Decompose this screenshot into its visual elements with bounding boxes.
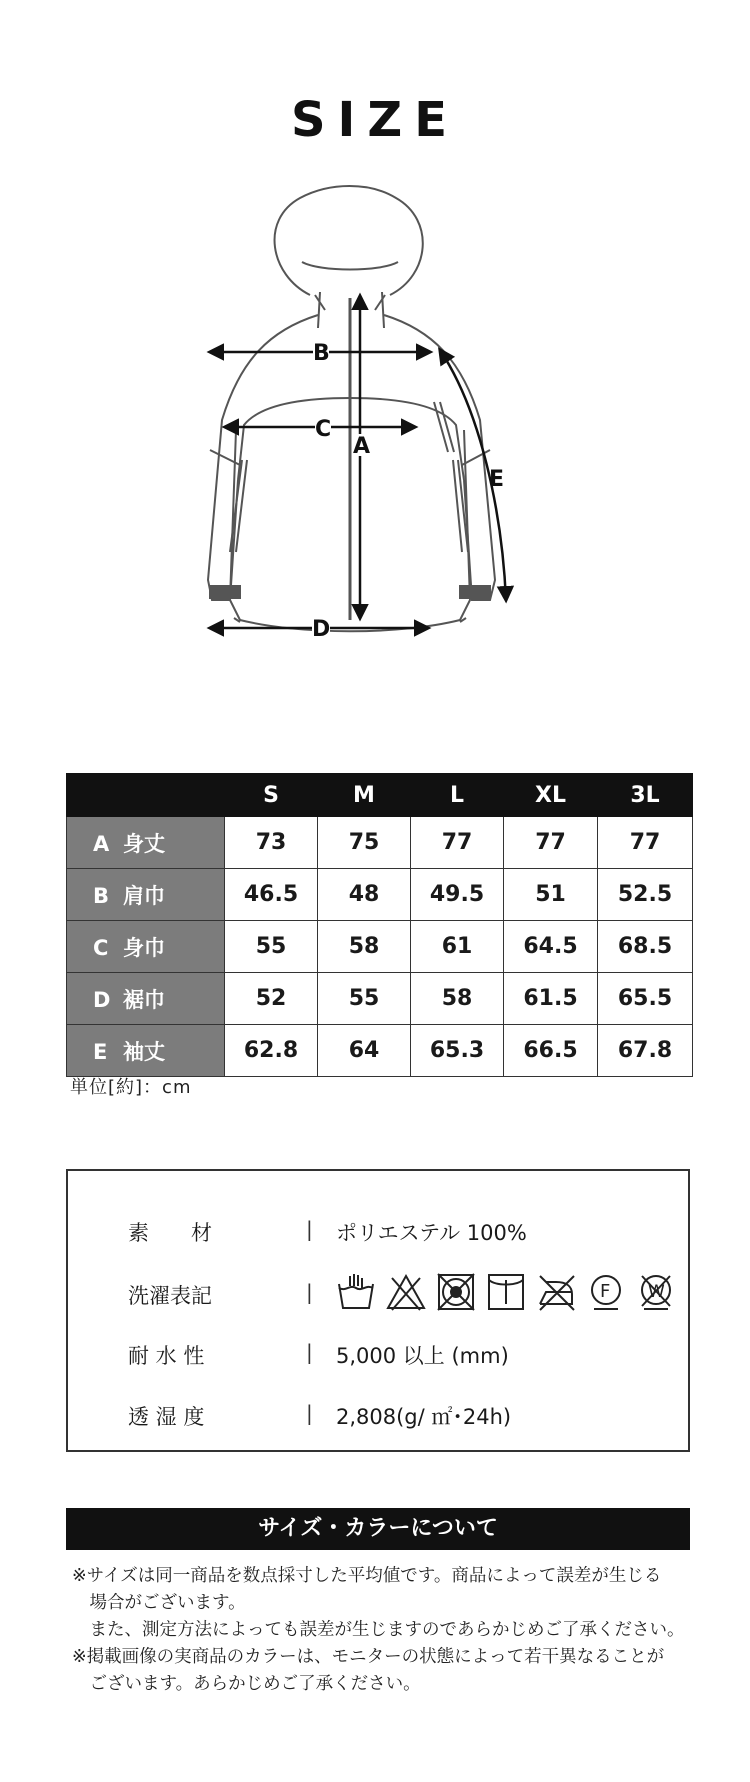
note-line: 場合がございます。 [72, 1593, 246, 1613]
material-value: ポリエステル 100% [336, 1221, 527, 1245]
table-cell: 52.5 [598, 869, 693, 921]
table-cell: 73 [225, 817, 318, 869]
jacket-diagram [150, 180, 590, 740]
separator: | [306, 1340, 313, 1364]
no-wet-clean-icon [636, 1272, 676, 1312]
table-cell: 64 [318, 1025, 411, 1077]
row-label: C 身巾 [67, 921, 225, 973]
no-bleach-icon [386, 1272, 426, 1312]
table-row [67, 921, 693, 973]
table-cell: 65.3 [411, 1025, 504, 1077]
jacket-outline [208, 186, 495, 631]
table-cell: 51 [504, 869, 598, 921]
table-row [67, 869, 693, 921]
table-cell: 49.5 [411, 869, 504, 921]
table-cell: 62.8 [225, 1025, 318, 1077]
label-c: C [315, 417, 332, 442]
size-col-header: S [225, 774, 318, 817]
page-title: SIZE [290, 92, 460, 148]
note-line: また、測定方法によっても誤差が生じますのであらかじめご了承ください。 [72, 1620, 685, 1640]
care-f-mark: F [600, 1281, 611, 1302]
no-tumble-dry-icon [436, 1272, 476, 1312]
breath-value: 2,808(g/ ㎡･24h) [336, 1405, 512, 1429]
table-cell: 58 [318, 921, 411, 973]
separator: | [306, 1280, 313, 1304]
size-table-header [67, 774, 693, 817]
table-cell: 68.5 [598, 921, 693, 973]
row-label: B 肩巾 [67, 869, 225, 921]
care-label: 洗濯表記 [128, 1284, 212, 1308]
row-label: D 裾巾 [67, 973, 225, 1025]
hand-wash-icon [336, 1272, 376, 1312]
dry-clean-f-icon [586, 1272, 626, 1312]
label-e: E [489, 467, 505, 492]
table-cell: 75 [318, 817, 411, 869]
table-row [67, 1025, 693, 1077]
table-cell: 52 [225, 973, 318, 1025]
size-col-header: L [411, 774, 504, 817]
spec-row-water [68, 1334, 688, 1374]
table-cell: 66.5 [504, 1025, 598, 1077]
table-cell: 61.5 [504, 973, 598, 1025]
table-cell: 46.5 [225, 869, 318, 921]
row-label: A 身丈 [67, 817, 225, 869]
separator: | [306, 1217, 313, 1241]
corner-cell [67, 774, 225, 817]
table-cell: 77 [598, 817, 693, 869]
table-cell: 67.8 [598, 1025, 693, 1077]
breath-label: 透 湿 度 [128, 1405, 205, 1429]
size-col-header: M [318, 774, 411, 817]
note-line: ※サイズは同一商品を数点採寸した平均値です。商品によって誤差が生じる [72, 1566, 662, 1586]
separator: | [306, 1401, 313, 1425]
table-cell: 48 [318, 869, 411, 921]
material-label: 素 材 [128, 1221, 212, 1245]
table-cell: 61 [411, 921, 504, 973]
water-label: 耐 水 性 [128, 1344, 205, 1368]
spec-row-breathability [68, 1395, 688, 1435]
line-dry-icon [486, 1272, 526, 1312]
no-iron-icon [536, 1272, 576, 1312]
size-col-header: XL [504, 774, 598, 817]
table-row [67, 973, 693, 1025]
spec-row-material [68, 1211, 688, 1251]
care-w-mark: W [648, 1282, 665, 1302]
note-line: ※掲載画像の実商品のカラーは、モニターの状態によって若干異なることが [72, 1647, 665, 1667]
table-cell: 55 [225, 921, 318, 973]
spec-box [66, 1169, 690, 1452]
notes-heading: サイズ・カラーについて [66, 1508, 690, 1550]
table-cell: 65.5 [598, 973, 693, 1025]
note-line: ございます。あらかじめご了承ください。 [72, 1674, 421, 1694]
label-d: D [312, 617, 331, 642]
water-value: 5,000 以上 (mm) [336, 1344, 509, 1368]
unit-note: 単位[約]：cm [70, 1077, 192, 1098]
size-col-header: 3L [598, 774, 693, 817]
row-label: E 袖丈 [67, 1025, 225, 1077]
table-cell: 64.5 [504, 921, 598, 973]
table-cell: 77 [411, 817, 504, 869]
label-a: A [353, 434, 371, 459]
spec-row-care [68, 1274, 688, 1314]
table-cell: 58 [411, 973, 504, 1025]
table-cell: 77 [504, 817, 598, 869]
care-icons [336, 1272, 676, 1312]
table-row [67, 817, 693, 869]
size-table [66, 773, 693, 1077]
table-cell: 55 [318, 973, 411, 1025]
label-b: B [313, 341, 330, 366]
